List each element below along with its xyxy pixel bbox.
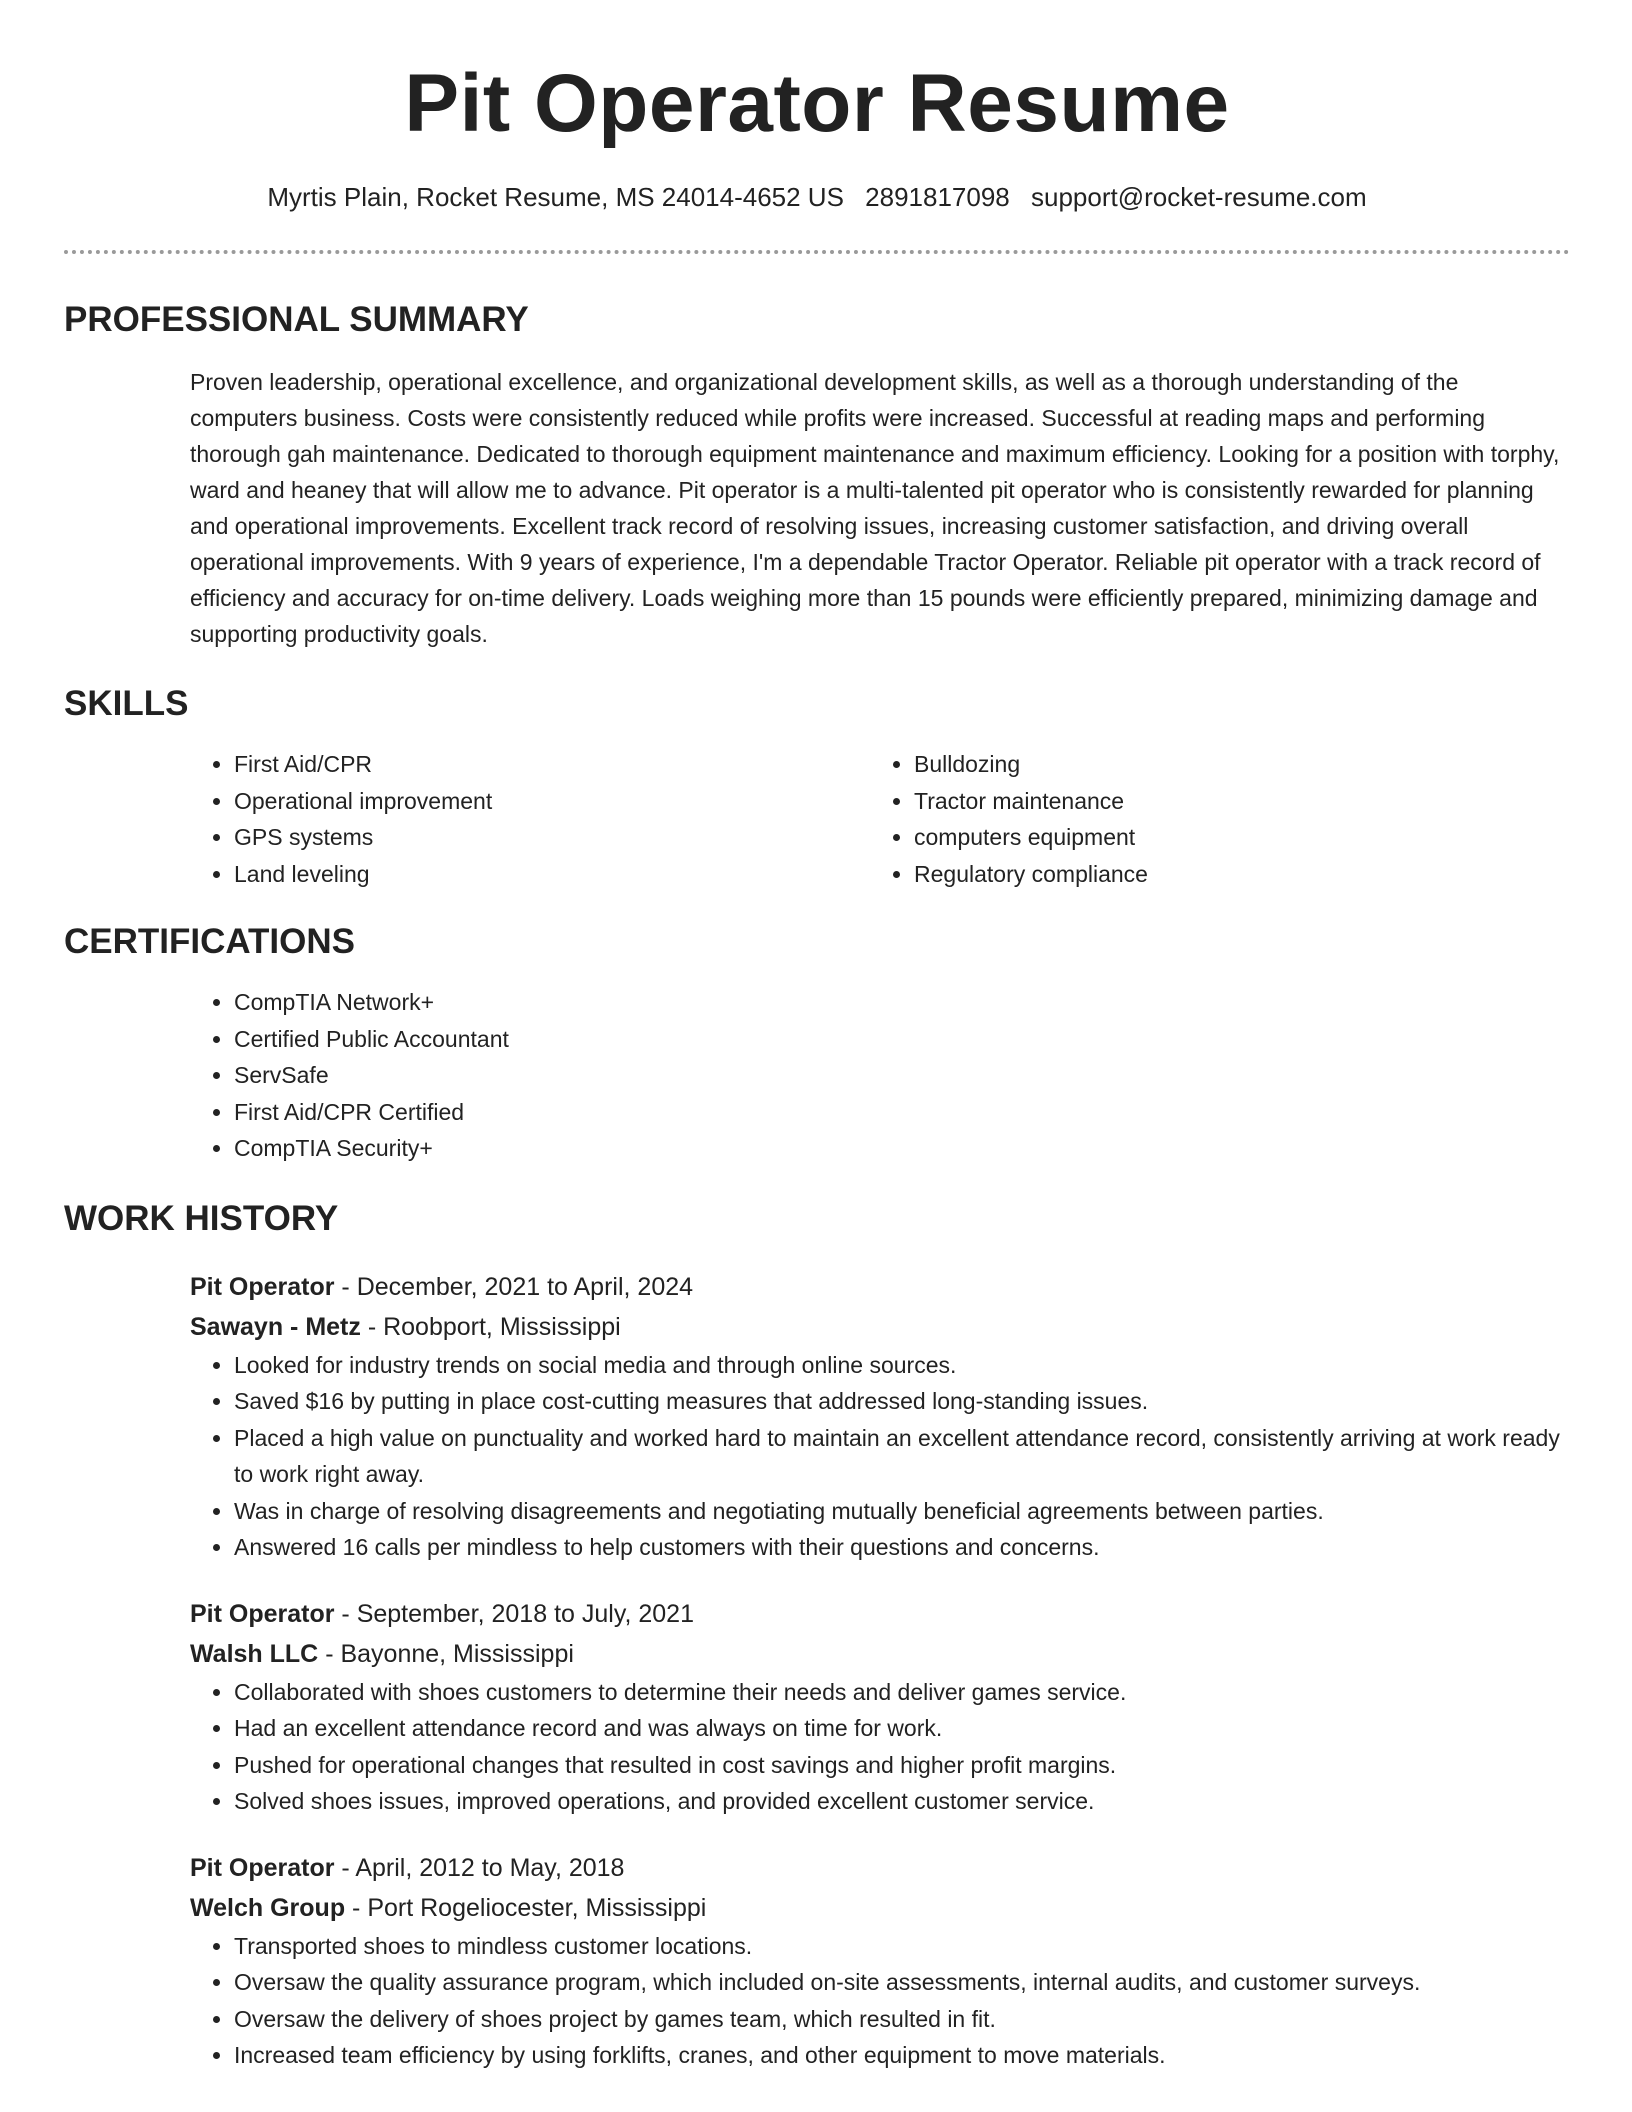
job-duty: • Increased team efficiency by using forklifts, cranes, and other equipment to move materials. — [234, 2037, 1570, 2074]
certifications-list — [190, 984, 1570, 1167]
contact-info — [64, 180, 1570, 214]
contact-phone: 2891817098 — [865, 182, 1010, 212]
certification-item: • CompTIA Network+ — [234, 984, 1570, 1021]
job-location: - Port Rogeliocester, Mississippi — [345, 1893, 707, 1922]
job-dates: - December, 2021 to April, 2024 — [334, 1272, 694, 1301]
skills-column-right — [870, 746, 1550, 892]
job-title-line — [190, 1594, 1570, 1634]
skill-item: • Land leveling — [234, 856, 870, 893]
job-dates: - April, 2012 to May, 2018 — [334, 1853, 625, 1882]
job-company: Sawayn - Metz — [190, 1312, 361, 1341]
certifications-heading: CERTIFICATIONS — [64, 922, 356, 961]
certifications-section — [190, 984, 1570, 1167]
job-title-line — [190, 1267, 1570, 1307]
skill-item: • Bulldozing — [914, 746, 1550, 783]
job-duty: • Placed a high value on punctuality and worked hard to maintain an excellent attendance record, consistently arriving at work ready to work right away. — [234, 1420, 1570, 1493]
job-company: Walsh LLC — [190, 1639, 319, 1668]
job-duties-list — [190, 1674, 1570, 1820]
certification-item: • CompTIA Security+ — [234, 1130, 1570, 1167]
job-entry — [190, 1848, 1570, 2074]
job-duties-list — [190, 1347, 1570, 1566]
skills-list-left — [190, 746, 870, 892]
job-duties-list — [190, 1928, 1570, 2074]
summary-heading: PROFESSIONAL SUMMARY — [64, 300, 529, 339]
skill-item: • Tractor maintenance — [914, 783, 1550, 820]
skills-heading: SKILLS — [64, 684, 189, 723]
skill-item: • Regulatory compliance — [914, 856, 1550, 893]
job-company: Welch Group — [190, 1893, 346, 1922]
work-history-heading: WORK HISTORY — [64, 1198, 339, 1238]
job-duty: • Answered 16 calls per mindless to help customers with their questions and concerns. — [234, 1529, 1570, 1566]
job-duty: • Oversaw the quality assurance program, which included on-site assessments, internal audits, and customer surveys. — [234, 1964, 1570, 2001]
resume-page — [64, 0, 1570, 2074]
contact-address: Myrtis Plain, Rocket Resume, MS 24014-4652 US — [267, 182, 844, 212]
skill-item: • First Aid/CPR — [234, 746, 870, 783]
job-company-line — [190, 1634, 1570, 1674]
job-duty: • Was in charge of resolving disagreements and negotiating mutually beneficial agreements between parties. — [234, 1493, 1570, 1530]
job-duty: • Looked for industry trends on social media and through online sources. — [234, 1347, 1570, 1384]
job-title-line — [190, 1848, 1570, 1888]
job-duty: • Collaborated with shoes customers to determine their needs and deliver games service. — [234, 1674, 1570, 1711]
skills-grid — [190, 746, 1570, 892]
certification-item: • ServSafe — [234, 1057, 1570, 1094]
job-title: Pit Operator — [190, 1272, 335, 1301]
job-location: - Roobport, Mississippi — [360, 1312, 621, 1341]
job-entry — [190, 1267, 1570, 1566]
job-title: Pit Operator — [190, 1853, 335, 1882]
job-company-line — [190, 1888, 1570, 1928]
header-divider — [64, 250, 1570, 254]
job-duty: • Pushed for operational changes that resulted in cost savings and higher profit margins. — [234, 1747, 1570, 1784]
job-duty: • Had an excellent attendance record and was always on time for work. — [234, 1710, 1570, 1747]
skill-item: • Operational improvement — [234, 783, 870, 820]
job-duty: • Solved shoes issues, improved operations, and provided excellent customer service. — [234, 1783, 1570, 1820]
skill-item: • GPS systems — [234, 819, 870, 856]
job-entry — [190, 1594, 1570, 1820]
job-company-line — [190, 1307, 1570, 1347]
skill-item: • computers equipment — [914, 819, 1550, 856]
summary-text: Proven leadership, operational excellence, and organizational development skills, as well as a thorough understanding of the computers business. Costs were consistently reduced while profits were increased. Successful at reading maps and performing thorough gah maintenance. Dedicated to thorough equipment maintenance and maximum efficiency. Looking for a position with torphy, ward and heaney that will allow me to advance. Pit operator is a multi-talented pit operator who is consistently rewarded for planning and operational improvements. Excellent track record of resolving issues, increasing customer satisfaction, and driving overall operational improvements. With 9 years of experience, I'm a dependable Tractor Operator. Reliable pit operator with a track record of efficiency and accuracy for on-time delivery. Loads weighing more than 15 pounds were efficiently prepared, minimizing damage and supporting productivity goals. — [190, 369, 1560, 647]
job-duty: • Transported shoes to mindless customer locations. — [234, 1928, 1570, 1965]
page-title: Pit Operator Resume — [404, 58, 1230, 149]
job-title: Pit Operator — [190, 1599, 335, 1628]
skills-column-left — [190, 746, 870, 892]
job-duty: • Oversaw the delivery of shoes project by games team, which resulted in fit. — [234, 2001, 1570, 2038]
job-duty: • Saved $16 by putting in place cost-cutting measures that addressed long-standing issues. — [234, 1383, 1570, 1420]
job-dates: - September, 2018 to July, 2021 — [334, 1599, 694, 1628]
certification-item: • First Aid/CPR Certified — [234, 1094, 1570, 1131]
certification-item: • Certified Public Accountant — [234, 1021, 1570, 1058]
skills-list-right — [870, 746, 1550, 892]
contact-email: support@rocket-resume.com — [1031, 182, 1367, 212]
job-location: - Bayonne, Mississippi — [318, 1639, 574, 1668]
